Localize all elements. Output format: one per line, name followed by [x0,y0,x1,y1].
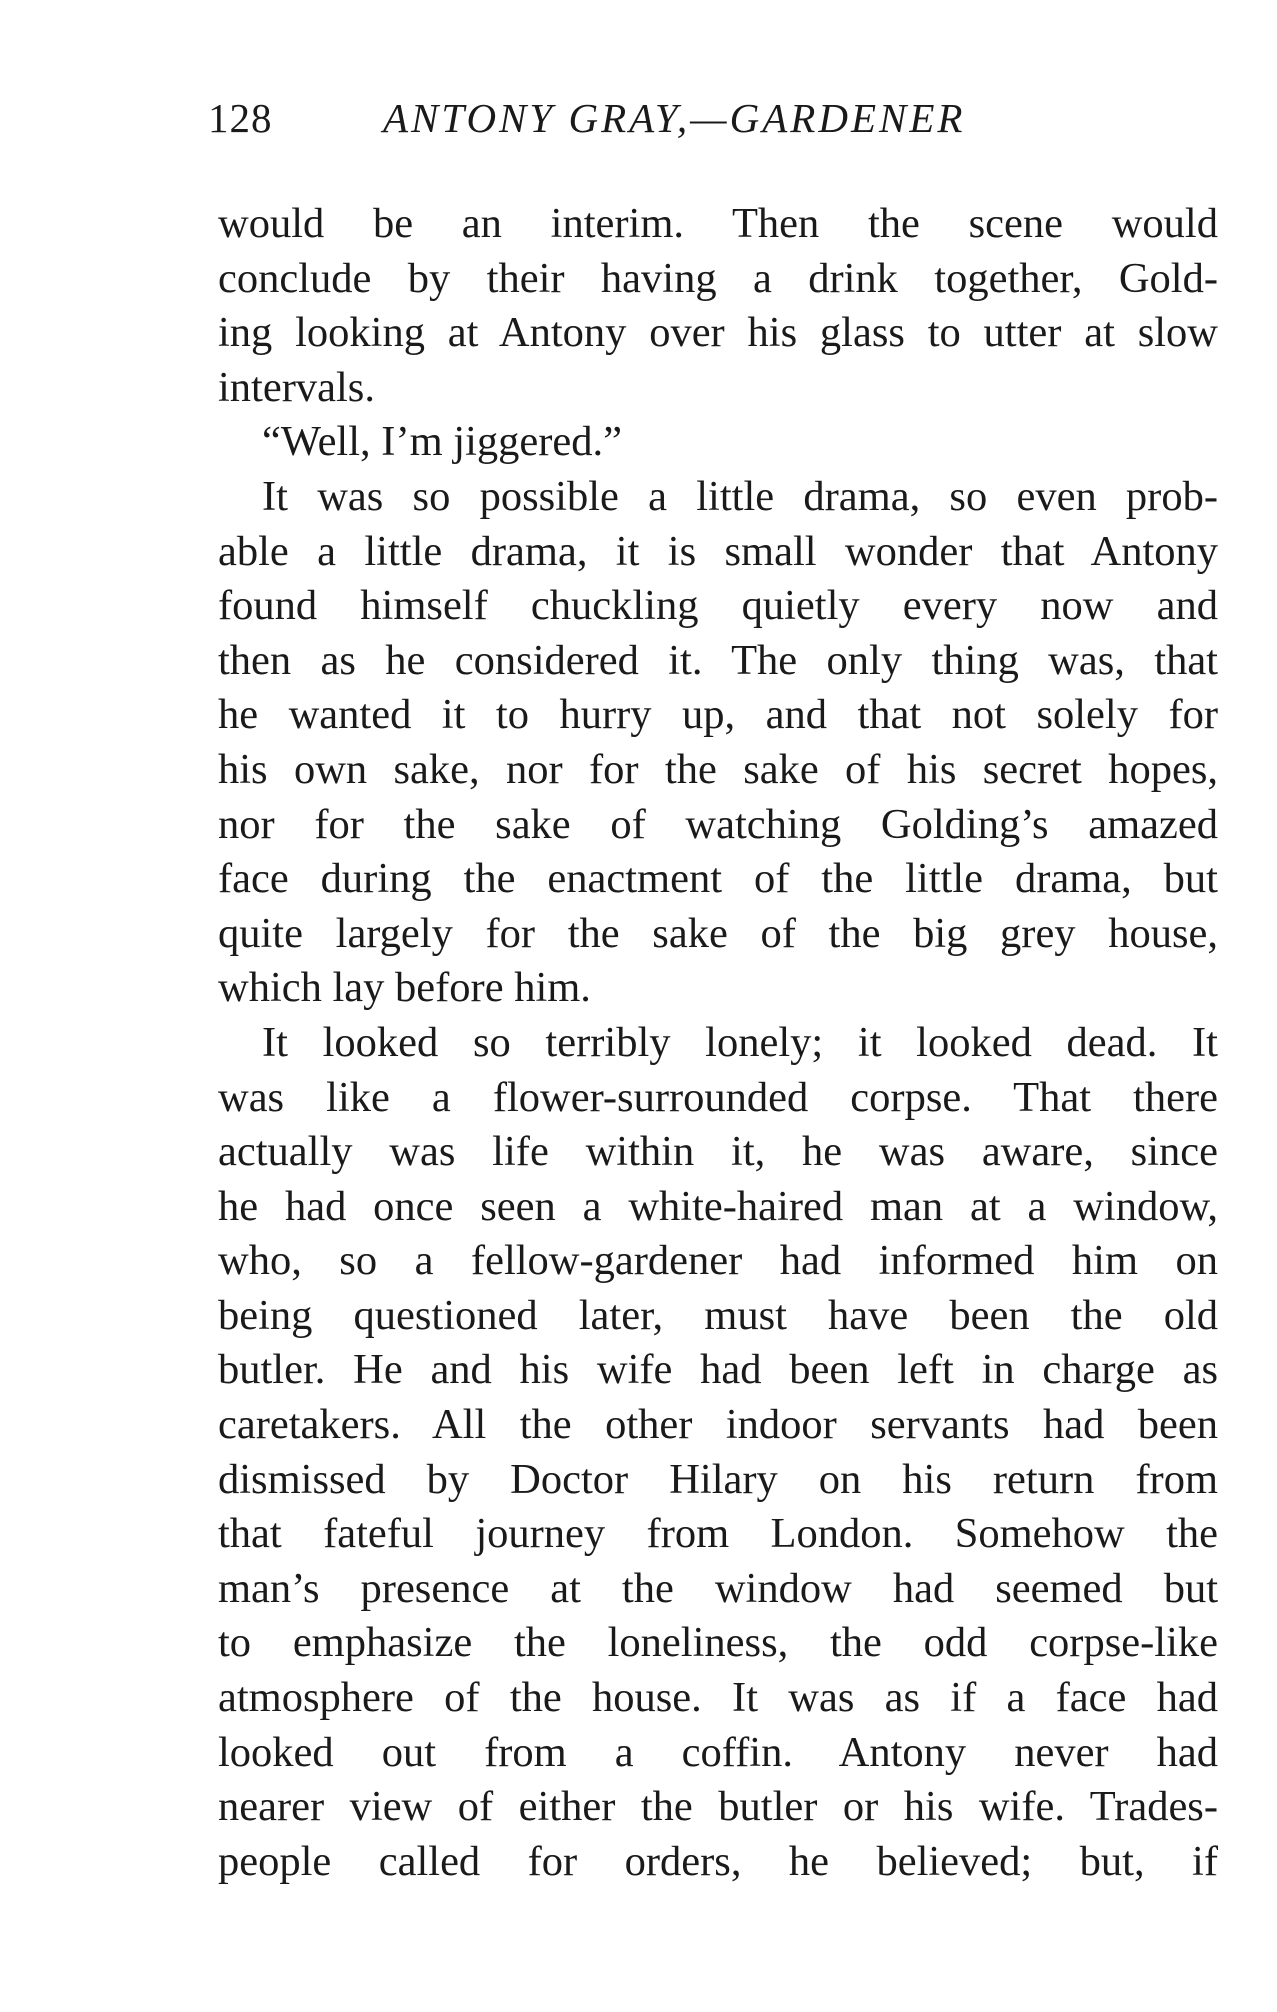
text-line: his own sake, nor for the sake of his secret hopes, [218,745,1218,793]
text-line: he wanted it to hurry up, and that not solely for [218,691,1218,739]
text-line: would be an interim. Then the scene would [218,200,1218,247]
text-line: that fateful journey from London. Somehow the [218,1510,1218,1558]
running-head [208,92,1218,144]
text-line: to emphasize the loneliness, the odd corpse-like [218,1619,1218,1667]
text-line: man’s presence at the window had seemed but [218,1564,1218,1612]
text-line: It looked so terribly lonely; it looked dead. It [262,1018,1218,1066]
text-line: people called for orders, he believed; but, if [218,1837,1218,1885]
text-line: quite largely for the sake of the big grey house, [218,909,1218,957]
text-line: able a little drama, it is small wonder that Antony [218,527,1218,575]
text-line: found himself chuckling quietly every now and [218,582,1218,630]
text-line: “Well, I’m jiggered.” [262,418,623,466]
text-line: It was so possible a little drama, so even prob- [262,472,1218,520]
text-line: dismissed by Doctor Hilary on his return from [218,1455,1218,1503]
text-line: nor for the sake of watching Golding’s amazed [218,800,1218,848]
text-line: looked out from a coffin. Antony never had [218,1728,1218,1776]
text-line: face during the enactment of the little drama, but [218,855,1218,903]
body-text [218,197,1218,1889]
text-line: caretakers. All the other indoor servants had been [218,1401,1218,1449]
text-line: atmosphere of the house. It was as if a face had [218,1674,1218,1722]
running-title: ANTONY GRAY,—GARDENER [383,95,966,141]
text-line: actually was life within it, he was aware, since [218,1128,1218,1176]
text-line: nearer view of either the butler or his wife. Trades- [218,1783,1218,1831]
text-line: was like a flower-surrounded corpse. That there [218,1073,1218,1121]
text-line: being questioned later, must have been the old [218,1291,1218,1339]
text-line: intervals. [218,363,375,411]
page-number: 128 [208,95,273,141]
text-line: which lay before him. [218,964,591,1012]
text-line: he had once seen a white-haired man at a window, [218,1182,1218,1230]
text-line: then as he considered it. The only thing was, that [218,636,1218,684]
text-line: who, so a fellow-gardener had informed him on [218,1237,1218,1285]
text-line: conclude by their having a drink together, Gold- [218,254,1218,302]
text-line: butler. He and his wife had been left in charge as [218,1346,1218,1394]
text-line: ing looking at Antony over his glass to utter at slow [218,309,1218,357]
